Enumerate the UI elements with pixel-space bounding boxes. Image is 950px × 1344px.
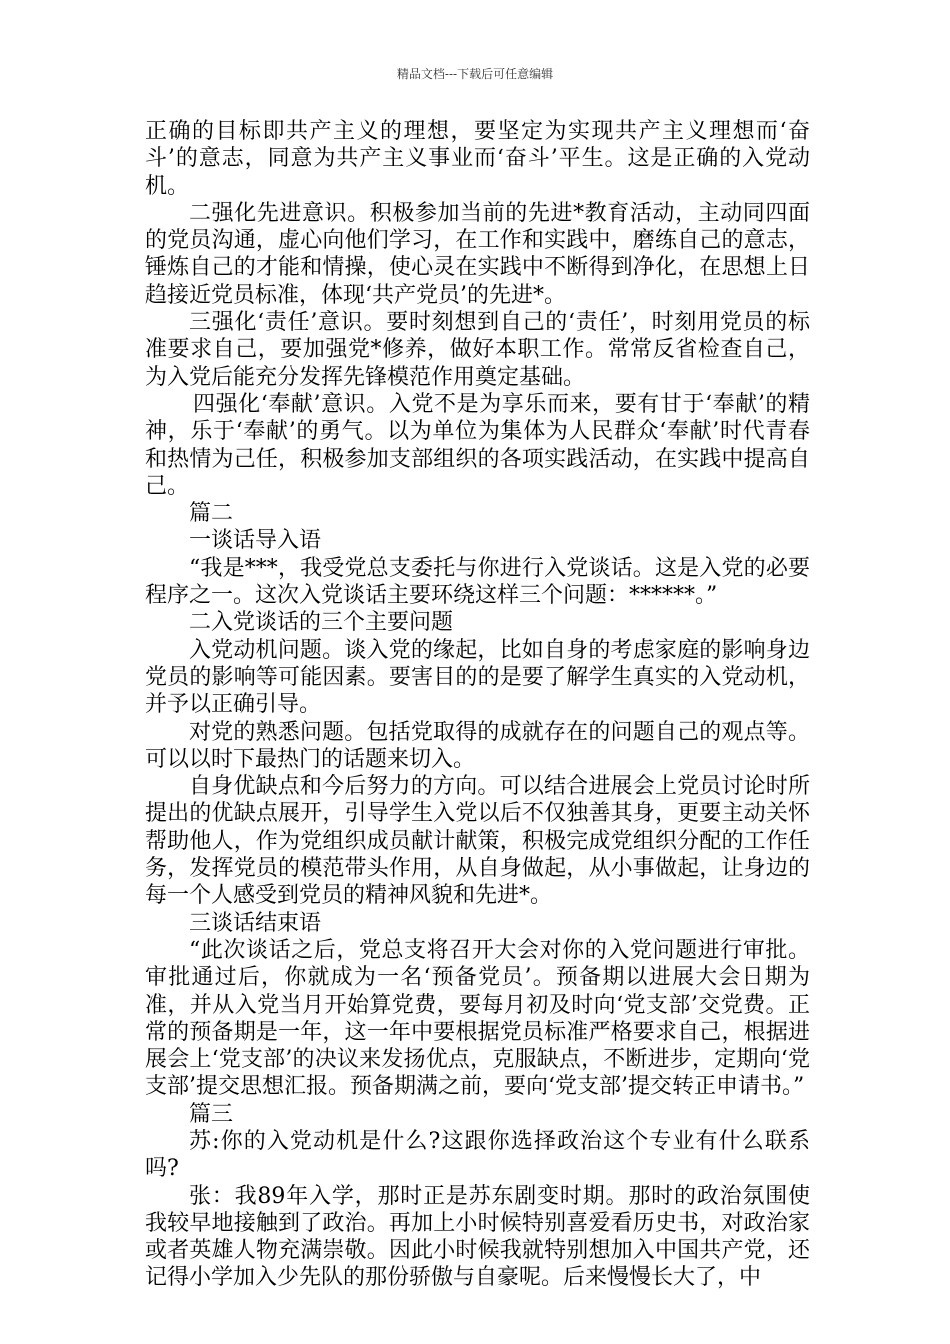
section-heading: 篇二 (189, 501, 234, 527)
paragraph: 张：我89年入学，那时正是苏东剧变时期。那时的政治氛围使我较早地接触到了政治。再加上小时候特别喜爱看历史书，对政治家或者英雄人物充满崇敬。因此小时候我就特别想加入中国共产党，还记得小学加入少先队的那份骄傲与自豪呢。后来慢慢长大了，中 (145, 1183, 810, 1291)
section-heading: 篇三 (189, 1101, 234, 1127)
subsection-heading: 二入党谈话的三个主要问题 (189, 610, 454, 636)
paragraph: “我是***，我受党总支委托与你进行入党谈话。这是入党的必要程序之一。这次入党谈话主要环绕这样三个问题：******。” (145, 555, 810, 609)
paragraph: 四强化‘奉献’意识。入党不是为享乐而来，要有甘于‘奉献’的精神，乐于‘奉献’的勇气。以为单位为集体为人民群众‘奉献’时代青春和热情为己任，积极参加支部组织的各项实践活动，在实践中提高自己。 (145, 391, 810, 499)
paragraph: “此次谈话之后，党总支将召开大会对你的入党问题进行审批。审批通过后，你就成为一名‘预备党员’。预备期以进展大会日期为准，并从入党当月开始算党费，要每月初及时向‘党支部’交党费。正常的预备期是一年，这一年中要根据党员标准严格要求自己，根据进展会上‘党支部’的决议来发扬优点，克服缺点，不断进步，定期向‘党支部’提交思想汇报。预备期满之前，要向‘党支部’提交转正申请书。” (145, 937, 810, 1100)
subsection-heading: 一谈话导入语 (189, 528, 322, 554)
paragraph: 三强化‘责任’意识。要时刻想到自己的‘责任’，时刻用党员的标准要求自己，要加强党*修养，做好本职工作。常常反省检查自己，为入党后能充分发挥先锋模范作用奠定基础。 (145, 310, 810, 390)
paragraph: 正确的目标即共产主义的理想，要坚定为实现共产主义理想而‘奋斗’的意志，同意为共产主义事业而‘奋斗’平生。这是正确的入党动机。 (145, 119, 810, 199)
paragraph: 入党动机问题。谈入党的缘起，比如自身的考虑家庭的影响身边党员的影响等可能因素。要害目的的是要了解学生真实的入党动机，并予以正确引导。 (145, 637, 810, 718)
paragraph: 苏:你的入党动机是什么?这跟你选择政治这个专业有什么联系吗? (145, 1128, 810, 1182)
subsection-heading: 三谈话结束语 (189, 910, 322, 936)
paragraph: 二强化先进意识。积极参加当前的先进*教育活动，主动同四面的党员沟通，虚心向他们学习，在工作和实践中，磨练自己的意志，锤炼自己的才能和情操，使心灵在实践中不断得到净化，在思想上日趋接近党员标准，体现‘共产党员’的先进*。 (145, 200, 810, 308)
paragraph: 对党的熟悉问题。包括党取得的成就存在的问题自己的观点等。可以以时下最热门的话题来切入。 (145, 719, 810, 772)
page-header: 精品文档---下载后可任意编辑 (396, 67, 554, 81)
paragraph: 自身优缺点和今后努力的方向。可以结合进展会上党员讨论时所提出的优缺点展开，引导学生入党以后不仅独善其身，更要主动关怀帮助他人，作为党组织成员献计献策，积极完成党组织分配的工作任务，发挥党员的模范带头作用，从自身做起，从小事做起，让身边的每一个人感受到党员的精神风貌和先进*。 (145, 774, 810, 909)
document-body (145, 118, 810, 1292)
